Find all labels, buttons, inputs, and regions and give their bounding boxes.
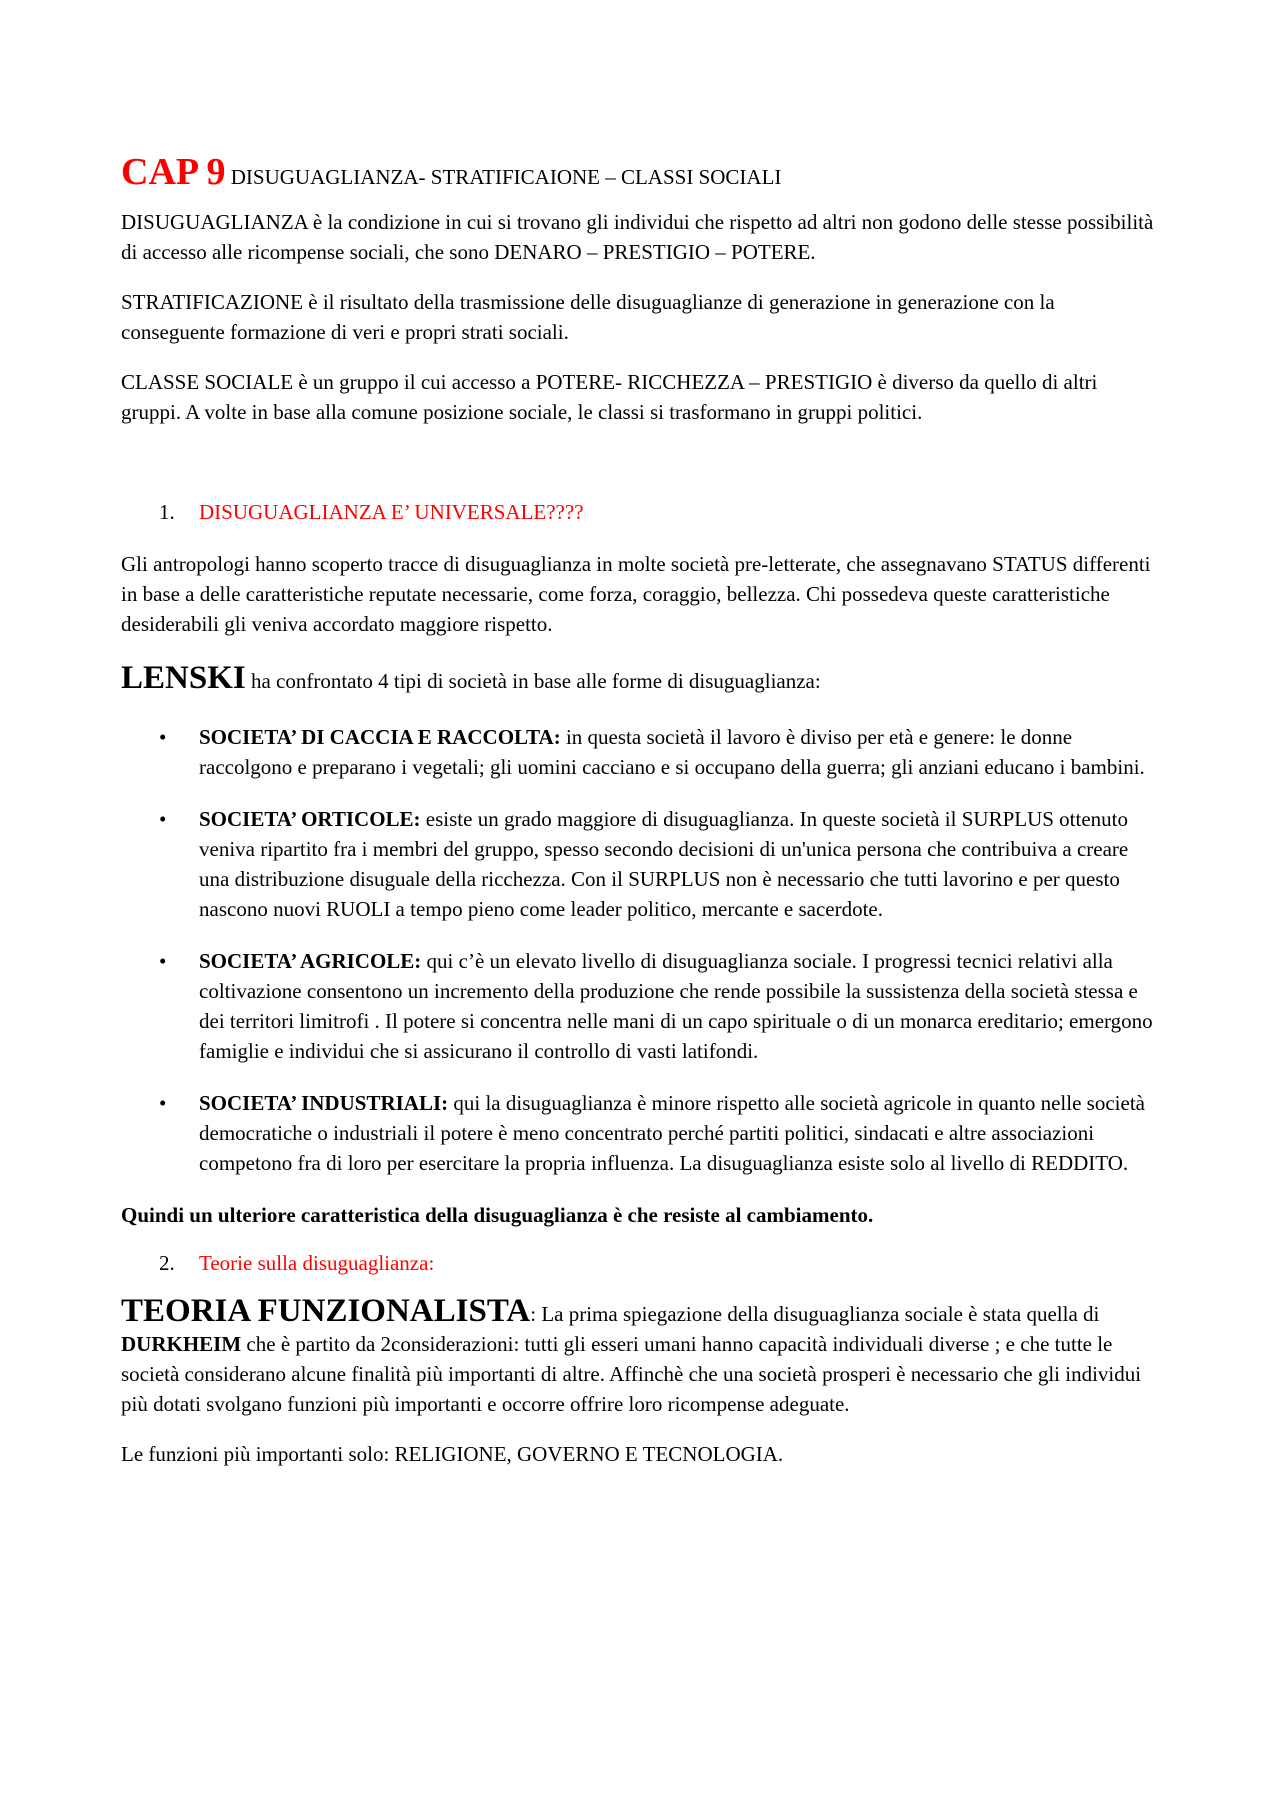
bullet-label: SOCIETA’ AGRICOLE: xyxy=(199,949,422,973)
lenski-name: LENSKI xyxy=(121,660,246,696)
bullet-label: SOCIETA’ INDUSTRIALI: xyxy=(199,1091,449,1115)
section-2-title: Teorie sulla disuguaglianza: xyxy=(199,1251,435,1275)
bullet-marker: • xyxy=(159,807,167,831)
lenski-intro xyxy=(121,659,1161,700)
chapter-subtitle: DISUGUAGLIANZA- STRATIFICAIONE – CLASSI SOCIALI xyxy=(230,165,782,189)
lenski-text: ha confrontato 4 tipi di società in base alle forme di disuguaglianza: xyxy=(250,669,821,693)
teoria-colon: : xyxy=(530,1302,537,1326)
list-item xyxy=(121,946,1161,1066)
list-item xyxy=(121,722,1161,782)
bullet-label: SOCIETA’ DI CACCIA E RACCOLTA: xyxy=(199,725,561,749)
chapter-heading xyxy=(121,152,1161,197)
section-2-number: 2. xyxy=(159,1251,175,1275)
teoria-text-after: che è partito da 2considerazioni: tutti gli esseri umani hanno capacità individuali diverse ; e che tutte le società considerano alcune finalità più importanti di altre. Affinchè che una società prosperi è necessario che gli individui più dotati svolgano funzioni più importanti e occorre offrire loro ricompense adeguate. xyxy=(121,1332,1142,1416)
bullet-marker: • xyxy=(159,1091,167,1115)
document-page xyxy=(121,152,1161,1489)
bullet-text: esiste un grado maggiore di disuguaglianza. In queste società il SURPLUS ottenuto veniva ripartito fra i membri del gruppo, spesso secondo decisioni di un'unica persona che contribuiva a creare una distribuzione disuguale della ricchezza. Con il SURPLUS non è necessario che tutti lavorino e per questo nascono nuovi RUOLI a tempo pieno come leader politico, mercante e sacerdote. xyxy=(199,807,1129,921)
section-2-heading xyxy=(121,1248,1161,1278)
chapter-number: CAP 9 xyxy=(121,151,226,193)
teoria-funzionalista xyxy=(121,1293,1161,1419)
definition-disuguaglianza: DISUGUAGLIANZA è la condizione in cui si trovano gli individui che rispetto ad altri non godono delle stesse possibilità di accesso alle ricompense sociali, che sono DENARO – PRESTIGIO – POTERE. xyxy=(121,210,1154,264)
bullet-text: qui la disuguaglianza è minore rispetto alle società agricole in quanto nelle società democratiche o industriali il potere è meno concentrato perché partiti politici, sindacati e altre associazioni competono fra di loro per esercitare la propria influenza. La disuguaglianza esiste solo al livello di REDDITO. xyxy=(199,1091,1145,1175)
teoria-text-before: La prima spiegazione della disuguaglianza sociale è stata quella di xyxy=(536,1302,1100,1326)
section-1-heading xyxy=(121,497,1161,527)
definition-stratificazione: STRATIFICAZIONE è il risultato della trasmissione delle disuguaglianze di generazione in generazione con la conseguente formazione di veri e propri strati sociali. xyxy=(121,290,1055,344)
society-list xyxy=(121,722,1161,1178)
section-1-number: 1. xyxy=(159,500,175,524)
bullet-label: SOCIETA’ ORTICOLE: xyxy=(199,807,421,831)
section-1-title: DISUGUAGLIANZA E’ UNIVERSALE???? xyxy=(199,500,584,524)
list-item xyxy=(121,804,1161,924)
section-1-text: Gli antropologi hanno scoperto tracce di disuguaglianza in molte società pre-letterate, che assegnavano STATUS differenti in base a delle caratteristiche reputate necessarie, come forza, coraggio, bellezza. Chi possedeva queste caratteristiche desiderabili gli veniva accordato maggiore rispetto. xyxy=(121,552,1151,636)
bullet-text: in questa società il lavoro è diviso per età e genere: le donne raccolgono e preparano i vegetali; gli uomini cacciano e si occupano della guerra; gli anziani educano i bambini. xyxy=(199,725,1145,779)
bullet-marker: • xyxy=(159,725,167,749)
conclusion: Quindi un ulteriore caratteristica della disuguaglianza è che resiste al cambiamento. xyxy=(121,1203,874,1227)
teoria-name: TEORIA FUNZIONALISTA xyxy=(121,1293,531,1329)
bullet-text: qui c’è un elevato livello di disuguaglianza sociale. I progressi tecnici relativi alla coltivazione consentono un incremento della produzione che rende possibile la sussistenza della società stessa e dei territori limitrofi . Il potere si concentra nelle mani di un capo spirituale o di un monarca ereditario; emergono famiglie e individui che si assicurano il controllo di vasti latifondi. xyxy=(199,949,1153,1063)
teoria-author: DURKHEIM xyxy=(121,1332,242,1356)
list-item xyxy=(121,1088,1161,1178)
final-sentence: Le funzioni più importanti solo: RELIGIONE, GOVERNO E TECNOLOGIA. xyxy=(121,1442,784,1466)
definition-classe-sociale: CLASSE SOCIALE è un gruppo il cui accesso a POTERE- RICCHEZZA – PRESTIGIO è diverso da quello di altri gruppi. A volte in base alla comune posizione sociale, le classi si trasformano in gruppi politici. xyxy=(121,370,1098,424)
bullet-marker: • xyxy=(159,949,167,973)
